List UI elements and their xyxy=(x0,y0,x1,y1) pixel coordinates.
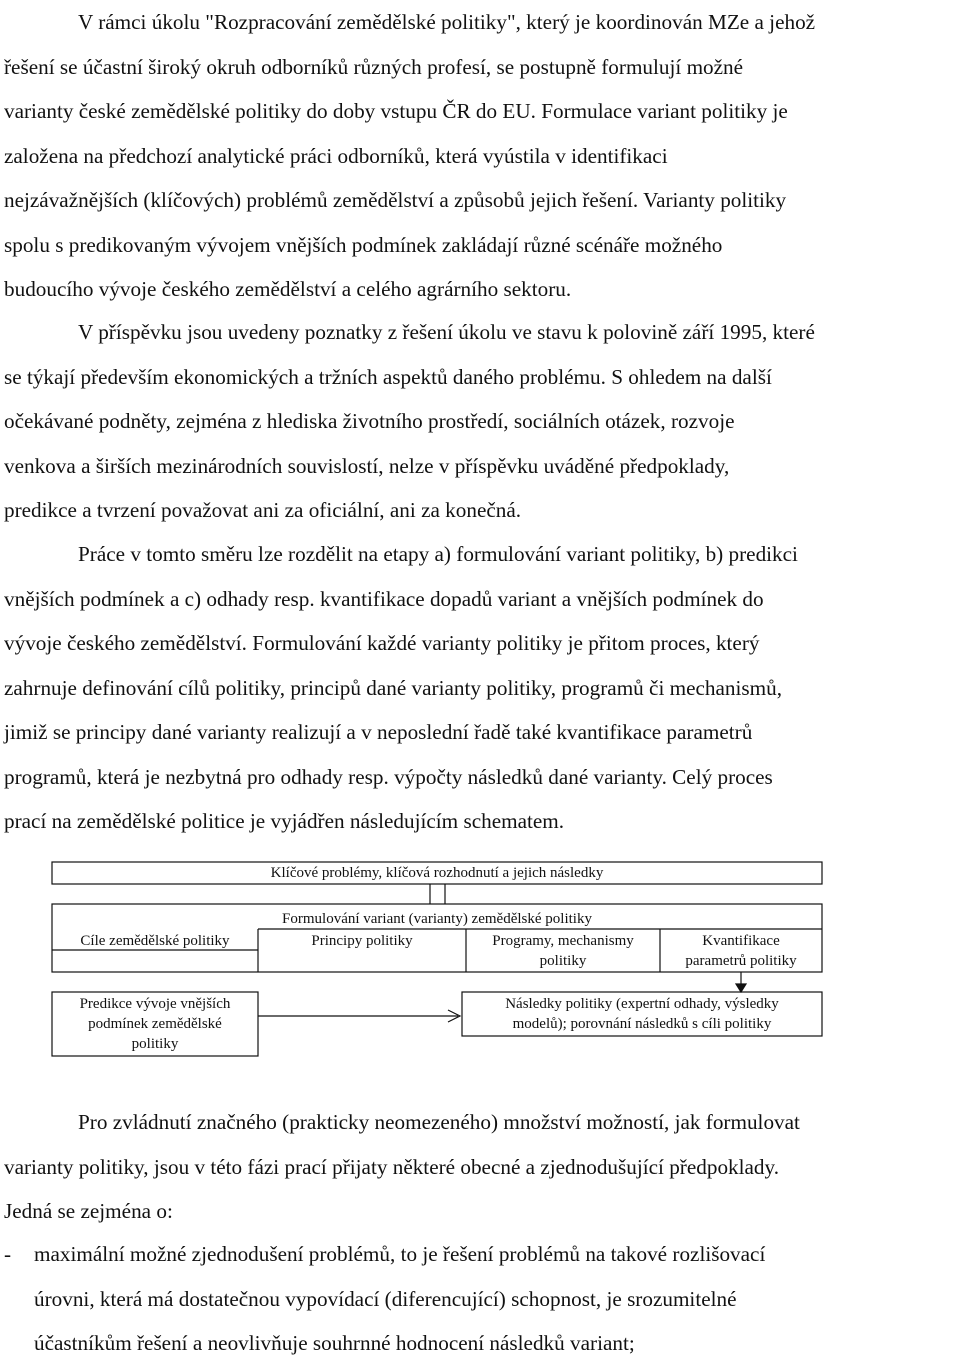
consequences-label-line: modelů); porovnání následků s cíli politiky xyxy=(512,1016,772,1032)
quantification-label xyxy=(660,931,822,971)
text-line: účastníkům řešení a neovlivňuje souhrnné hodnocení následků variant; xyxy=(34,1331,635,1355)
text-line: vývoje českého zemědělství. Formulování každé varianty politiky je přitom proces, který xyxy=(4,631,760,655)
text-line: prací na zemědělské politice je vyjádřen následujícím schematem. xyxy=(4,809,565,833)
formulation-label: Formulování variant (varianty) zemědělské politiky xyxy=(282,911,592,927)
text-line: varianty české zemědělské politiky do doby vstupu ČR do EU. Formulace variant politiky je xyxy=(4,99,788,123)
text-line: budoucího vývoje českého zemědělství a celého agrárního sektoru. xyxy=(4,277,572,301)
programs-label xyxy=(466,931,660,971)
text-line: zahrnuje definování cílů politiky, principů dané varianty politiky, programů či mechanismů, xyxy=(4,675,783,700)
prediction-label-line: podmínek zemědělské xyxy=(88,1016,222,1032)
goals-label: Cíle zemědělské politiky xyxy=(80,933,230,949)
text-line: se týkají především ekonomických a tržních aspektů daného problému. S ohledem na další xyxy=(4,364,772,389)
text-line: nejzávažnějších (klíčových) problémů zemědělství a způsobů jejich řešení. Varianty politiky xyxy=(4,188,787,212)
paragraph-stages xyxy=(4,532,960,844)
text-line: jimiž se principy dané varianty realizují a v neposlední řadě také kvantifikace parametrů xyxy=(4,720,753,744)
consequences-label xyxy=(462,994,822,1034)
policy-process-diagram xyxy=(0,820,960,1080)
quantification-label-line: parametrů politiky xyxy=(685,953,797,969)
prediction-label-line: Predikce vývoje vnějších xyxy=(79,996,231,1012)
text-line: založena na předchozí analytické práci odborníků, která vyústila v identifikaci xyxy=(4,143,668,168)
text-line: V rámci úkolu "Rozpracování zemědělské politiky", který je koordinován MZe a jehož xyxy=(78,10,816,34)
list-item xyxy=(4,1232,960,1366)
paragraph-findings xyxy=(4,310,960,533)
key-problems-label: Klíčové problémy, klíčová rozhodnutí a jejich následky xyxy=(270,865,604,881)
text-line: řešení se účastní široký okruh odborníků různých profesí, se postupně formulují možné xyxy=(4,54,744,79)
paragraph-assumptions xyxy=(4,1100,960,1234)
text-line: Jedná se zejména o: xyxy=(4,1199,173,1223)
prediction-label xyxy=(52,994,258,1054)
text-line: varianty politiky, jsou v této fázi prací přijaty některé obecné a zjednodušující předpoklady. xyxy=(4,1154,780,1179)
text-line: predikce a tvrzení považovat ani za oficiální, ani za konečná. xyxy=(4,498,522,522)
text-line: venkova a širších mezinárodních souvislostí, nelze v příspěvku uváděné předpoklady, xyxy=(4,453,730,478)
text-line: vnějších podmínek a c) odhady resp. kvantifikace dopadů variant a vnějších podmínek do xyxy=(4,586,764,611)
text-line: V příspěvku jsou uvedeny poznatky z řešení úkolu ve stavu k polovině září 1995, které xyxy=(78,320,815,344)
text-line: očekávané podněty, zejména z hlediska životního prostředí, sociálních otázek, rozvoje xyxy=(4,409,735,433)
text-line: Pro zvládnutí značného (prakticky neomezeného) množství možností, jak formulovat xyxy=(78,1110,800,1134)
paragraph-intro xyxy=(4,0,960,312)
prediction-label-line: politiky xyxy=(131,1036,179,1052)
quantification-label-line: Kvantifikace xyxy=(702,933,780,949)
text-line: Práce v tomto směru lze rozdělit na etapy a) formulování variant politiky, b) predikci xyxy=(78,542,798,566)
text-line: maximální možné zjednodušení problémů, to je řešení problémů na takové rozlišovací xyxy=(34,1242,766,1266)
text-line: programů, která je nezbytná pro odhady resp. výpočty následků dané varianty. Celý proces xyxy=(4,764,773,789)
text-line: úrovni, která má dostatečnou vypovídací (diferencující) schopnost, je srozumitelné xyxy=(34,1286,737,1311)
principles-label: Principy politiky xyxy=(311,933,413,949)
list-marker: - xyxy=(4,1242,12,1266)
assumption-list xyxy=(4,1232,960,1366)
programs-label-line: politiky xyxy=(539,953,587,969)
programs-label-line: Programy, mechanismy xyxy=(492,933,634,949)
text-line: spolu s predikovaným vývojem vnějších podmínek zakládají různé scénáře možného xyxy=(4,232,723,257)
consequences-label-line: Následky politiky (expertní odhady, výsledky xyxy=(505,996,779,1012)
